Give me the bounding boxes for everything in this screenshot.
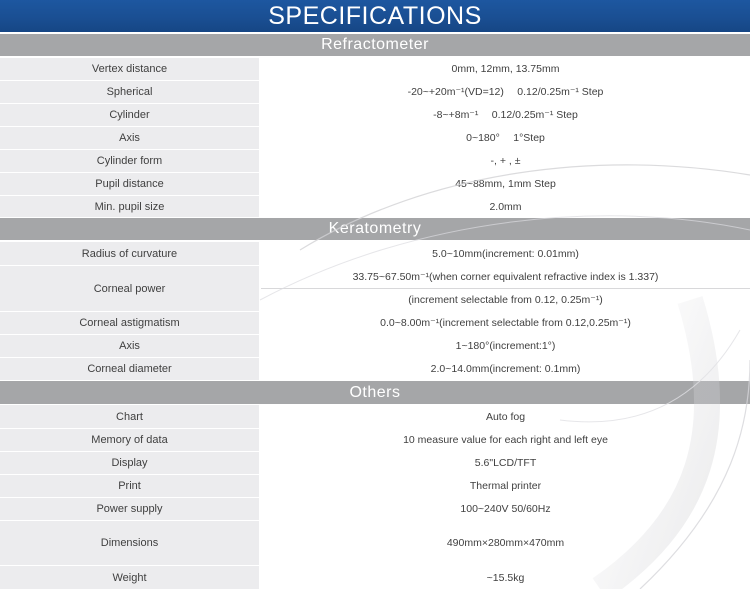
spec-value: 0mm, 12mm, 13.75mm [261,58,750,80]
spec-value: -20~+20m⁻¹(VD=12) 0.12/0.25m⁻¹ Step [261,81,750,103]
spec-label: Memory of data [0,429,259,451]
spec-value: 45~88mm, 1mm Step [261,173,750,195]
spec-label: Corneal astigmatism [0,312,259,334]
spec-value: 5.6"LCD/TFT [261,452,750,474]
spec-label: Spherical [0,81,259,103]
spec-label: Weight [0,566,259,589]
table-row [0,173,750,195]
table-row [0,405,750,428]
spec-label: Cylinder form [0,150,259,172]
spec-value: ~15.5kg [261,566,750,589]
spec-label: Corneal power [0,266,259,311]
spec-value: 2.0~14.0mm(increment: 0.1mm) [261,358,750,380]
spec-value: 0~180° 1°Step [261,127,750,149]
spec-value-continued: (increment selectable from 0.12, 0.25m⁻¹) [261,289,750,311]
table-row [0,312,750,334]
spec-value: Auto fog [261,405,750,428]
spec-label: Vertex distance [0,58,259,80]
spec-value: -, + , ± [261,150,750,172]
spec-label: Axis [0,335,259,357]
spec-value: -8~+8m⁻¹ 0.12/0.25m⁻¹ Step [261,104,750,126]
spec-label: Radius of curvature [0,242,259,265]
spec-label: Power supply [0,498,259,520]
spec-label: Pupil distance [0,173,259,195]
spec-value: 33.75~67.50m⁻¹(when corner equivalent refractive index is 1.337) [261,266,750,288]
spec-label: Display [0,452,259,474]
table-row [0,335,750,357]
section-header-refractometer: Refractometer [0,34,750,56]
spec-value: 10 measure value for each right and left eye [261,429,750,451]
table-row [0,475,750,497]
table-row [0,429,750,451]
table-row [0,358,750,380]
table-row [0,58,750,80]
table-row [0,127,750,149]
table-row [0,196,750,217]
spec-value: 2.0mm [261,196,750,217]
spec-label: Axis [0,127,259,149]
spec-label: Chart [0,405,259,428]
table-row [0,81,750,103]
table-row [0,498,750,520]
section-header-others: Others [0,381,750,404]
table-row [0,104,750,126]
section-header-keratometry: Keratometry [0,218,750,240]
table-row [0,150,750,172]
spec-label: Corneal diameter [0,358,259,380]
spec-label: Print [0,475,259,497]
spec-label: Cylinder [0,104,259,126]
page-title: SPECIFICATIONS [0,0,750,32]
spec-value: 1~180°(increment:1°) [261,335,750,357]
table-row [0,242,750,265]
spec-value: 100~240V 50/60Hz [261,498,750,520]
spec-value: 490mm×280mm×470mm [261,521,750,565]
spec-value: 5.0~10mm(increment: 0.01mm) [261,242,750,265]
divider [261,288,750,289]
table-row [0,452,750,474]
table-row [0,566,750,589]
spec-label: Dimensions [0,521,259,565]
spec-value: 0.0~8.00m⁻¹(increment selectable from 0.12,0.25m⁻¹) [261,312,750,334]
spec-value: Thermal printer [261,475,750,497]
spec-label: Min. pupil size [0,196,259,217]
table-row [0,266,750,311]
table-row [0,521,750,565]
